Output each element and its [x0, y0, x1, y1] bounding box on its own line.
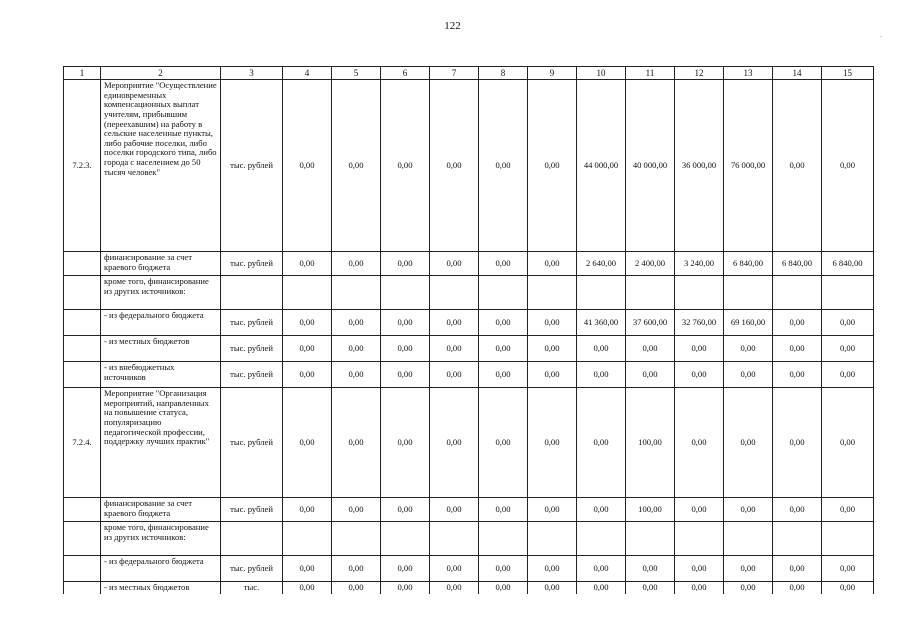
column-number: 11	[626, 67, 675, 80]
value-cell: 0,00	[479, 388, 528, 498]
row-name: - из внебюджетных источников	[101, 362, 221, 388]
table-row	[64, 336, 874, 362]
value-cell	[773, 522, 822, 556]
value-cell	[381, 522, 430, 556]
scan-mark: .	[880, 30, 882, 39]
value-cell	[675, 522, 724, 556]
value-cell	[381, 276, 430, 310]
value-cell: 0,00	[479, 336, 528, 362]
value-cell: 44 000,00	[577, 80, 626, 252]
value-cell	[724, 522, 773, 556]
value-cell	[822, 276, 874, 310]
value-cell: 0,00	[724, 362, 773, 388]
row-unit	[221, 276, 283, 310]
value-cell: 0,00	[528, 388, 577, 498]
value-cell: 0,00	[283, 310, 332, 336]
column-number: 8	[479, 67, 528, 80]
row-name: Мероприятие "Осуществление единовременных компенсационных выплат учителям, прибывшим (переехавшим) на работу в сельские населенные пункты, либо рабочие поселки, либо поселки городского типа, либо города с населением до 50 тысяч человек"	[101, 80, 221, 252]
value-cell	[675, 276, 724, 310]
value-cell	[773, 276, 822, 310]
row-name: - из местных бюджетов	[101, 582, 221, 594]
value-cell: 0,00	[332, 252, 381, 276]
value-cell: 0,00	[675, 388, 724, 498]
row-code	[64, 336, 101, 362]
value-cell: 41 360,00	[577, 310, 626, 336]
value-cell: 0,00	[528, 80, 577, 252]
table-row	[64, 252, 874, 276]
value-cell: 0,00	[528, 498, 577, 522]
value-cell: 0,00	[479, 80, 528, 252]
value-cell: 0,00	[479, 362, 528, 388]
value-cell: 0,00	[430, 252, 479, 276]
row-name: финансирование за счет краевого бюджета	[101, 252, 221, 276]
row-code	[64, 276, 101, 310]
row-name: - из федерального бюджета	[101, 310, 221, 336]
column-number: 15	[822, 67, 874, 80]
value-cell: 0,00	[577, 498, 626, 522]
value-cell: 0,00	[430, 80, 479, 252]
value-cell	[283, 276, 332, 310]
column-number: 5	[332, 67, 381, 80]
value-cell	[724, 276, 773, 310]
value-cell: 0,00	[430, 498, 479, 522]
value-cell: 0,00	[332, 362, 381, 388]
row-code	[64, 310, 101, 336]
row-unit: тыс. рублей	[221, 310, 283, 336]
value-cell: 100,00	[626, 498, 675, 522]
value-cell: 0,00	[675, 582, 724, 594]
value-cell	[822, 522, 874, 556]
value-cell: 0,00	[381, 80, 430, 252]
row-unit: тыс.	[221, 582, 283, 594]
value-cell: 0,00	[430, 336, 479, 362]
value-cell: 6 840,00	[724, 252, 773, 276]
value-cell: 0,00	[822, 582, 874, 594]
row-code: 7.2.3.	[64, 80, 101, 252]
column-number: 6	[381, 67, 430, 80]
value-cell: 37 600,00	[626, 310, 675, 336]
value-cell: 3 240,00	[675, 252, 724, 276]
value-cell: 0,00	[430, 556, 479, 582]
value-cell: 0,00	[577, 388, 626, 498]
value-cell: 32 760,00	[675, 310, 724, 336]
value-cell: 0,00	[724, 336, 773, 362]
row-unit: тыс. рублей	[221, 252, 283, 276]
row-unit	[221, 522, 283, 556]
value-cell: 0,00	[577, 582, 626, 594]
value-cell: 0,00	[332, 80, 381, 252]
row-code: 7.2.4.	[64, 388, 101, 498]
value-cell	[332, 522, 381, 556]
value-cell	[479, 522, 528, 556]
value-cell	[332, 276, 381, 310]
row-code	[64, 582, 101, 594]
value-cell: 0,00	[381, 310, 430, 336]
value-cell	[430, 522, 479, 556]
value-cell: 0,00	[626, 582, 675, 594]
value-cell: 0,00	[675, 362, 724, 388]
value-cell: 2 640,00	[577, 252, 626, 276]
value-cell: 0,00	[724, 582, 773, 594]
row-code	[64, 362, 101, 388]
budget-table	[63, 66, 874, 594]
value-cell: 2 400,00	[626, 252, 675, 276]
value-cell: 0,00	[430, 310, 479, 336]
value-cell: 0,00	[381, 556, 430, 582]
value-cell	[430, 276, 479, 310]
table-row	[64, 80, 874, 252]
value-cell: 0,00	[332, 388, 381, 498]
value-cell: 0,00	[773, 556, 822, 582]
value-cell: 0,00	[381, 498, 430, 522]
value-cell: 0,00	[528, 336, 577, 362]
row-code	[64, 522, 101, 556]
value-cell	[528, 522, 577, 556]
row-name: - из местных бюджетов	[101, 336, 221, 362]
value-cell: 0,00	[724, 498, 773, 522]
value-cell: 0,00	[626, 336, 675, 362]
row-code	[64, 498, 101, 522]
row-unit: тыс. рублей	[221, 336, 283, 362]
value-cell: 0,00	[283, 498, 332, 522]
value-cell: 0,00	[283, 556, 332, 582]
value-cell: 0,00	[430, 362, 479, 388]
column-number: 7	[430, 67, 479, 80]
value-cell	[577, 276, 626, 310]
value-cell: 0,00	[773, 388, 822, 498]
row-code	[64, 252, 101, 276]
value-cell: 0,00	[332, 310, 381, 336]
value-cell: 0,00	[822, 310, 874, 336]
value-cell: 0,00	[283, 252, 332, 276]
value-cell: 40 000,00	[626, 80, 675, 252]
value-cell: 0,00	[528, 556, 577, 582]
column-number: 14	[773, 67, 822, 80]
value-cell: 0,00	[528, 252, 577, 276]
value-cell	[528, 276, 577, 310]
value-cell: 0,00	[332, 498, 381, 522]
value-cell: 0,00	[626, 556, 675, 582]
value-cell: 0,00	[724, 556, 773, 582]
row-name: - из федерального бюджета	[101, 556, 221, 582]
column-number: 3	[221, 67, 283, 80]
value-cell: 0,00	[283, 336, 332, 362]
value-cell: 0,00	[381, 582, 430, 594]
value-cell	[626, 276, 675, 310]
value-cell: 0,00	[577, 362, 626, 388]
value-cell: 0,00	[528, 582, 577, 594]
column-number: 1	[64, 67, 101, 80]
value-cell: 0,00	[479, 556, 528, 582]
value-cell: 0,00	[822, 336, 874, 362]
row-name: Мероприятие "Организация мероприятий, направленных на повышение статуса, популяризацию педагогической профессии, поддержку лучших практик"	[101, 388, 221, 498]
value-cell: 0,00	[577, 556, 626, 582]
value-cell: 0,00	[675, 336, 724, 362]
value-cell: 0,00	[381, 252, 430, 276]
row-unit: тыс. рублей	[221, 498, 283, 522]
value-cell: 0,00	[577, 336, 626, 362]
value-cell: 0,00	[479, 498, 528, 522]
value-cell: 0,00	[479, 582, 528, 594]
value-cell: 0,00	[773, 336, 822, 362]
column-number-row	[64, 67, 874, 80]
value-cell: 36 000,00	[675, 80, 724, 252]
value-cell: 0,00	[528, 362, 577, 388]
value-cell: 0,00	[773, 498, 822, 522]
row-name: кроме того, финансирование из других источников:	[101, 276, 221, 310]
value-cell: 6 840,00	[822, 252, 874, 276]
table-row	[64, 388, 874, 498]
value-cell: 0,00	[332, 336, 381, 362]
value-cell: 0,00	[381, 362, 430, 388]
value-cell: 0,00	[675, 498, 724, 522]
column-number: 9	[528, 67, 577, 80]
page-number: 122	[444, 20, 461, 32]
value-cell: 0,00	[773, 310, 822, 336]
value-cell: 69 160,00	[724, 310, 773, 336]
value-cell: 0,00	[430, 388, 479, 498]
value-cell: 0,00	[381, 336, 430, 362]
value-cell: 0,00	[822, 498, 874, 522]
row-name: кроме того, финансирование из других источников:	[101, 522, 221, 556]
value-cell: 0,00	[479, 252, 528, 276]
column-number: 10	[577, 67, 626, 80]
value-cell: 0,00	[479, 310, 528, 336]
value-cell: 0,00	[675, 556, 724, 582]
value-cell: 0,00	[283, 582, 332, 594]
table-row	[64, 498, 874, 522]
row-name: финансирование за счет краевого бюджета	[101, 498, 221, 522]
value-cell: 0,00	[773, 80, 822, 252]
column-number: 12	[675, 67, 724, 80]
value-cell	[626, 522, 675, 556]
value-cell: 0,00	[822, 556, 874, 582]
value-cell: 0,00	[773, 582, 822, 594]
value-cell: 0,00	[773, 362, 822, 388]
value-cell: 6 840,00	[773, 252, 822, 276]
value-cell	[479, 276, 528, 310]
value-cell: 0,00	[283, 80, 332, 252]
table-row	[64, 276, 874, 310]
value-cell	[283, 522, 332, 556]
table-row	[64, 362, 874, 388]
value-cell: 0,00	[724, 388, 773, 498]
row-unit: тыс. рублей	[221, 388, 283, 498]
table-row	[64, 310, 874, 336]
value-cell: 100,00	[626, 388, 675, 498]
value-cell: 0,00	[822, 362, 874, 388]
table-row	[64, 556, 874, 582]
value-cell: 0,00	[283, 362, 332, 388]
row-unit: тыс. рублей	[221, 556, 283, 582]
row-unit: тыс. рублей	[221, 80, 283, 252]
value-cell: 0,00	[626, 362, 675, 388]
value-cell: 0,00	[283, 388, 332, 498]
row-code	[64, 556, 101, 582]
table-row	[64, 582, 874, 594]
column-number: 4	[283, 67, 332, 80]
value-cell: 0,00	[822, 80, 874, 252]
value-cell: 0,00	[528, 310, 577, 336]
column-number: 13	[724, 67, 773, 80]
value-cell: 76 000,00	[724, 80, 773, 252]
table-row	[64, 522, 874, 556]
column-number: 2	[101, 67, 221, 80]
value-cell: 0,00	[822, 388, 874, 498]
value-cell: 0,00	[430, 582, 479, 594]
row-unit: тыс. рублей	[221, 362, 283, 388]
value-cell	[577, 522, 626, 556]
value-cell: 0,00	[332, 582, 381, 594]
value-cell: 0,00	[381, 388, 430, 498]
value-cell: 0,00	[332, 556, 381, 582]
